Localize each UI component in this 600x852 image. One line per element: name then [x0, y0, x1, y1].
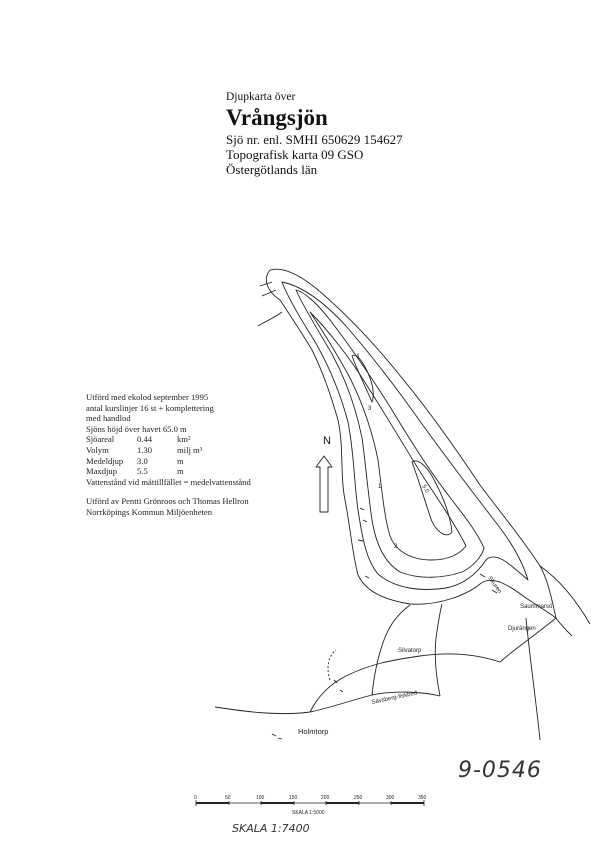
road — [310, 654, 500, 712]
survey-line-3: med handlod — [86, 413, 131, 424]
stat-key: Maxdjup — [86, 466, 118, 477]
scale-segment — [326, 802, 359, 804]
scale-handwritten: SKALA 1:7400 — [232, 822, 310, 835]
scale-tick-label: 200 — [321, 795, 330, 801]
credits-line-1: Utförd av Pentti Grönroos och Thomas Hellron — [86, 496, 249, 507]
road-label: Sävsberg-fiskbed — [371, 690, 418, 706]
lake-shoreline — [266, 269, 556, 618]
stat-unit: milj m³ — [177, 444, 203, 455]
scale-tick-label: 150 — [289, 795, 298, 801]
outlet-label: Saummarsö — [520, 604, 553, 610]
stat-value: 1.30 — [137, 444, 153, 455]
reference-code: 9-0546 — [458, 758, 542, 783]
stat-key: Sjöareal — [86, 434, 115, 445]
stat-unit: m — [177, 466, 184, 477]
place-djurangen: Djurängen — [508, 626, 536, 632]
scale-tick-label: 50 — [225, 795, 231, 801]
water-level-note: Vattenstånd vid mättillfället = medelvattenstånd — [86, 476, 251, 487]
scale-tick-label: 100 — [256, 795, 265, 801]
scale-tick-label: 350 — [418, 795, 427, 801]
survey-line-4: Sjöns höjd över havet 65.0 m — [86, 423, 187, 434]
survey-line-1: Utförd med ekolod september 1995 — [86, 392, 209, 402]
north-label: N — [323, 435, 331, 447]
survey-line-2: antal kurslinjer 16 st + komplettering — [86, 402, 214, 413]
road — [435, 604, 442, 696]
shore-marks — [358, 508, 497, 593]
stat-unit: m — [177, 455, 184, 466]
scale-segment — [391, 802, 424, 804]
place-silvatorp: Silvatorp — [398, 648, 422, 654]
scale-segment — [196, 802, 229, 804]
scale-bar — [194, 795, 427, 835]
place-skuren: Skuren — [486, 575, 503, 595]
north-arrow — [316, 456, 332, 512]
stat-value: 5.5 — [137, 466, 148, 477]
topo-map-ref: Topografisk karta 09 GSO — [226, 147, 364, 162]
scale-tick-label: 300 — [386, 795, 395, 801]
inlet-stream — [258, 312, 282, 326]
depth-contour — [310, 312, 466, 560]
credits-line-2: Norrköpings Kommun Miljöenheten — [86, 506, 213, 517]
shore-feature — [260, 282, 276, 296]
depth-label: 2 — [394, 544, 398, 550]
lake-name: Vrångsjön — [226, 105, 328, 130]
scale-tick-label: 250 — [354, 795, 363, 801]
field-boundary — [328, 650, 336, 680]
stat-value: 0.44 — [137, 434, 153, 445]
stat-unit: km² — [177, 434, 191, 445]
place-holmtorp: Holmtorp — [298, 727, 329, 736]
header-subtitle: Djupkarta över — [226, 91, 296, 103]
outlet-stream — [556, 618, 572, 636]
lake-number: Sjö nr. enl. SMHI 650629 154627 — [226, 132, 403, 147]
stat-value: 3.0 — [137, 455, 148, 466]
scale-tick-label: 0 — [194, 795, 197, 801]
depth-labels — [356, 354, 430, 550]
scale-segment — [261, 802, 294, 804]
depth-label: 5.0 — [420, 484, 430, 495]
depth-label: 3 — [368, 406, 372, 412]
depth-label: 4 — [356, 354, 360, 360]
depth-contour — [282, 282, 528, 589]
stat-key: Medeldjup — [86, 455, 124, 466]
scale-caption: SKALA 1:5000 — [292, 810, 325, 816]
county: Östergötlands län — [226, 162, 318, 177]
stat-key: Volym — [86, 444, 109, 455]
depth-label: 1 — [378, 484, 382, 490]
road — [540, 566, 590, 624]
